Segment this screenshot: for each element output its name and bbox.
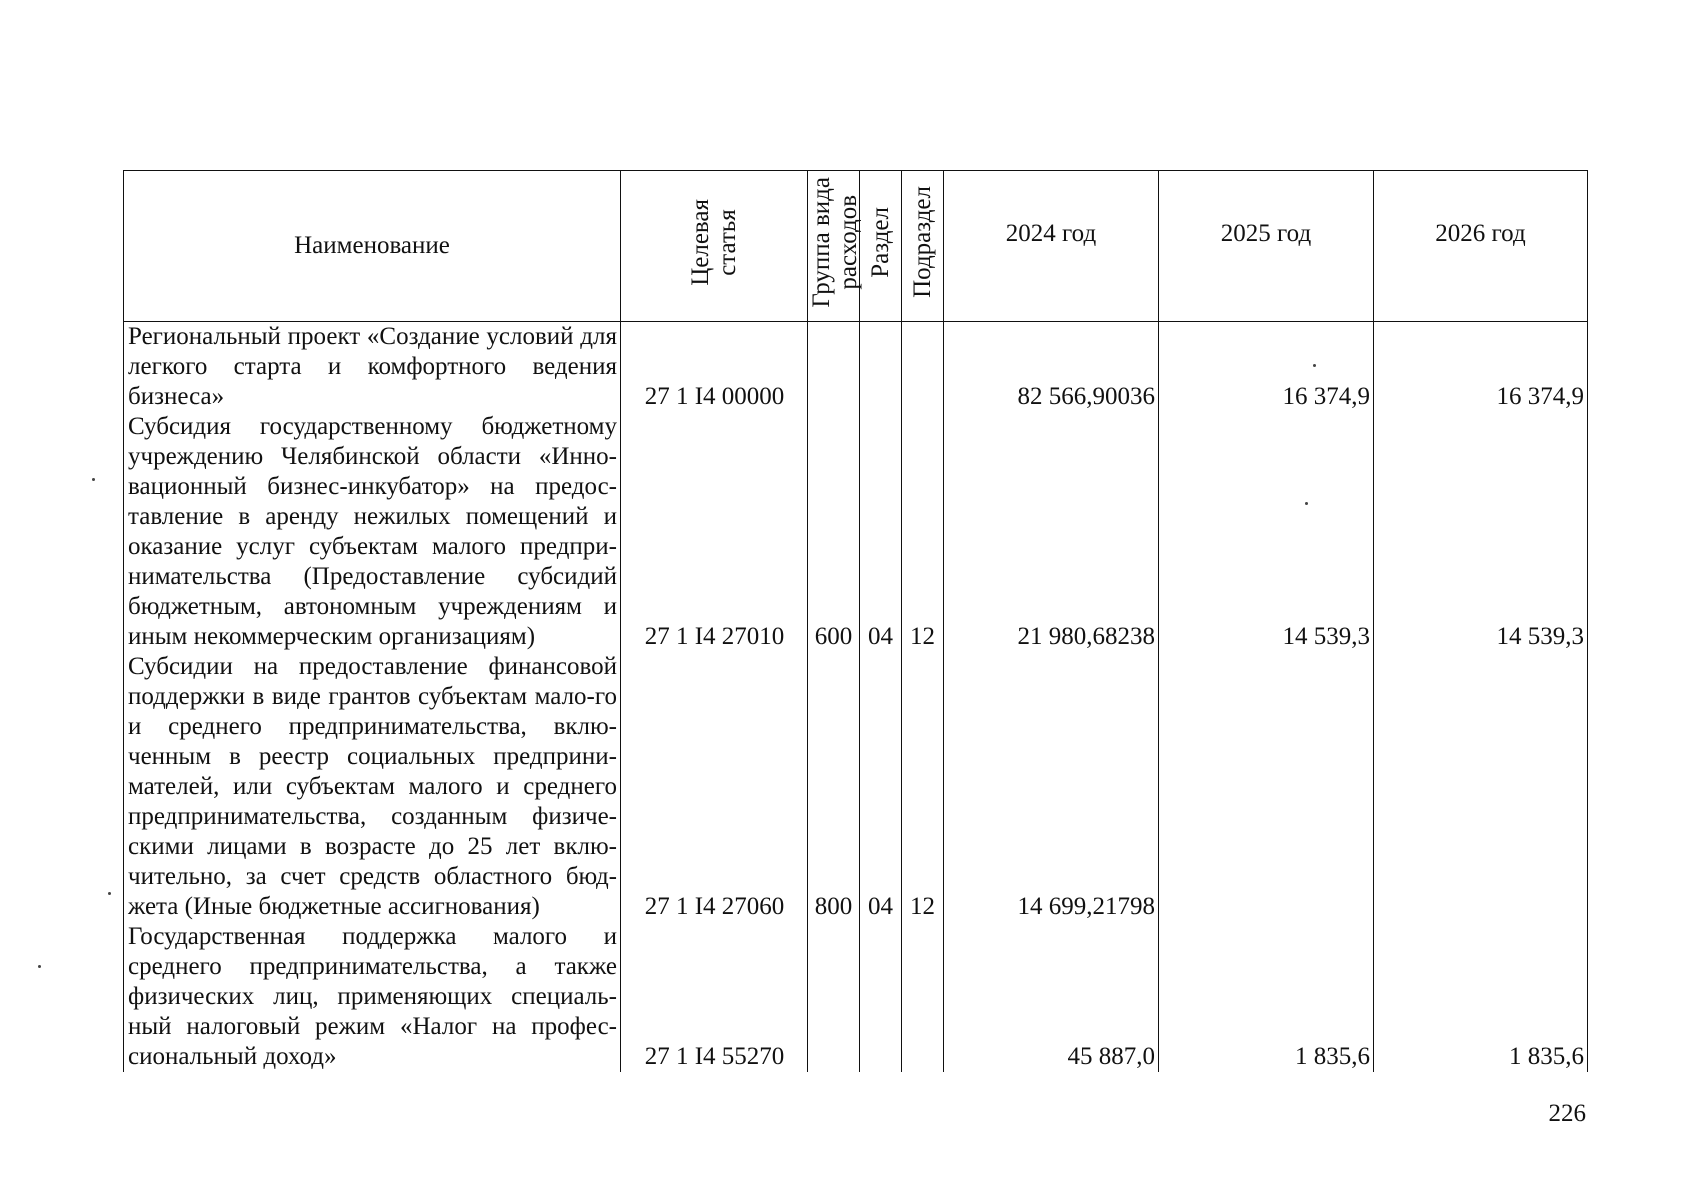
row-amount-2025: 14 539,3 (1159, 412, 1374, 652)
header-section (860, 171, 902, 322)
row-name: Субсидия государственному бюджетному учреждению Челябинской области «Инно-вационный бизнес-инкубатор» на предос-тавление в аренду нежилых помещений и оказание услуг субъектам малого предпри-нимательства (Предоставление субсидий бюджетным, автономным учреждениям и иным некоммерческим организациям) (124, 412, 621, 652)
table-row (124, 922, 1588, 1072)
header-year-2025 (1159, 171, 1374, 322)
row-expense-group (808, 322, 860, 413)
row-amount-2024: 14 699,21798 (944, 652, 1159, 922)
row-expense-group: 800 (808, 652, 860, 922)
row-target-article: 27 1 I4 00000 (621, 322, 808, 413)
header-year-2024 (944, 171, 1159, 322)
header-year-2026-label: 2026 год (1435, 220, 1526, 247)
header-section-label: Раздел (867, 206, 894, 278)
row-amount-2026: 16 374,9 (1374, 322, 1588, 413)
row-target-article: 27 1 I4 27010 (621, 412, 808, 652)
scan-speck (108, 892, 111, 895)
row-target-article: 27 1 I4 55270 (621, 922, 808, 1072)
row-section (860, 922, 902, 1072)
header-subsection-label: Подраздел (909, 186, 936, 298)
row-section: 04 (860, 412, 902, 652)
header-year-2026 (1374, 171, 1588, 322)
header-name-label: Наименование (294, 232, 450, 259)
row-section: 04 (860, 652, 902, 922)
row-subsection: 12 (902, 412, 944, 652)
header-subsection (902, 171, 944, 322)
row-section (860, 322, 902, 413)
row-amount-2026: 1 835,6 (1374, 922, 1588, 1072)
row-amount-2024: 82 566,90036 (944, 322, 1159, 413)
table-row (124, 322, 1588, 413)
scan-speck (38, 965, 41, 968)
row-name: Государственная поддержка малого и среднего предпринимательства, а также физических лиц, применяющих специаль-ный налоговый режим «Налог на профес-сиональный доход» (124, 922, 621, 1072)
header-year-2024-label: 2024 год (1005, 220, 1097, 247)
header-name (124, 171, 621, 322)
table-row (124, 412, 1588, 652)
row-amount-2026 (1374, 652, 1588, 922)
header-target-article-label: Целевая статья (687, 198, 741, 286)
row-subsection (902, 922, 944, 1072)
table-row (124, 652, 1588, 922)
header-target-article (621, 171, 808, 322)
row-name: Региональный проект «Создание условий для легкого старта и комфортного ведения бизнеса» (124, 322, 621, 413)
row-subsection (902, 322, 944, 413)
row-amount-2026: 14 539,3 (1374, 412, 1588, 652)
page-number: 226 (1548, 1100, 1586, 1127)
row-expense-group (808, 922, 860, 1072)
row-subsection: 12 (902, 652, 944, 922)
budget-table (123, 170, 1588, 1072)
row-amount-2025: 16 374,9 (1159, 322, 1374, 413)
row-expense-group: 600 (808, 412, 860, 652)
row-amount-2024: 21 980,68238 (944, 412, 1159, 652)
header-expense-group (808, 171, 860, 322)
header-expense-group-label: Группа вида расходов (808, 176, 862, 308)
header-year-2025-label: 2025 год (1220, 220, 1312, 247)
row-amount-2025 (1159, 652, 1374, 922)
row-amount-2024: 45 887,0 (944, 922, 1159, 1072)
table-header-row (124, 171, 1588, 322)
row-target-article: 27 1 I4 27060 (621, 652, 808, 922)
row-name: Субсидии на предоставление финансовой поддержки в виде грантов субъектам мало-го и среднего предпринимательства, вклю-ченным в реестр социальных предприни-мателей, или субъектам малого и среднего предпринимательства, созданным физиче-скими лицами в возрасте до 25 лет вклю-чительно, за счет средств областного бюд-жета (Иные бюджетные ассигнования) (124, 652, 621, 922)
row-amount-2025: 1 835,6 (1159, 922, 1374, 1072)
scan-speck (92, 478, 95, 481)
